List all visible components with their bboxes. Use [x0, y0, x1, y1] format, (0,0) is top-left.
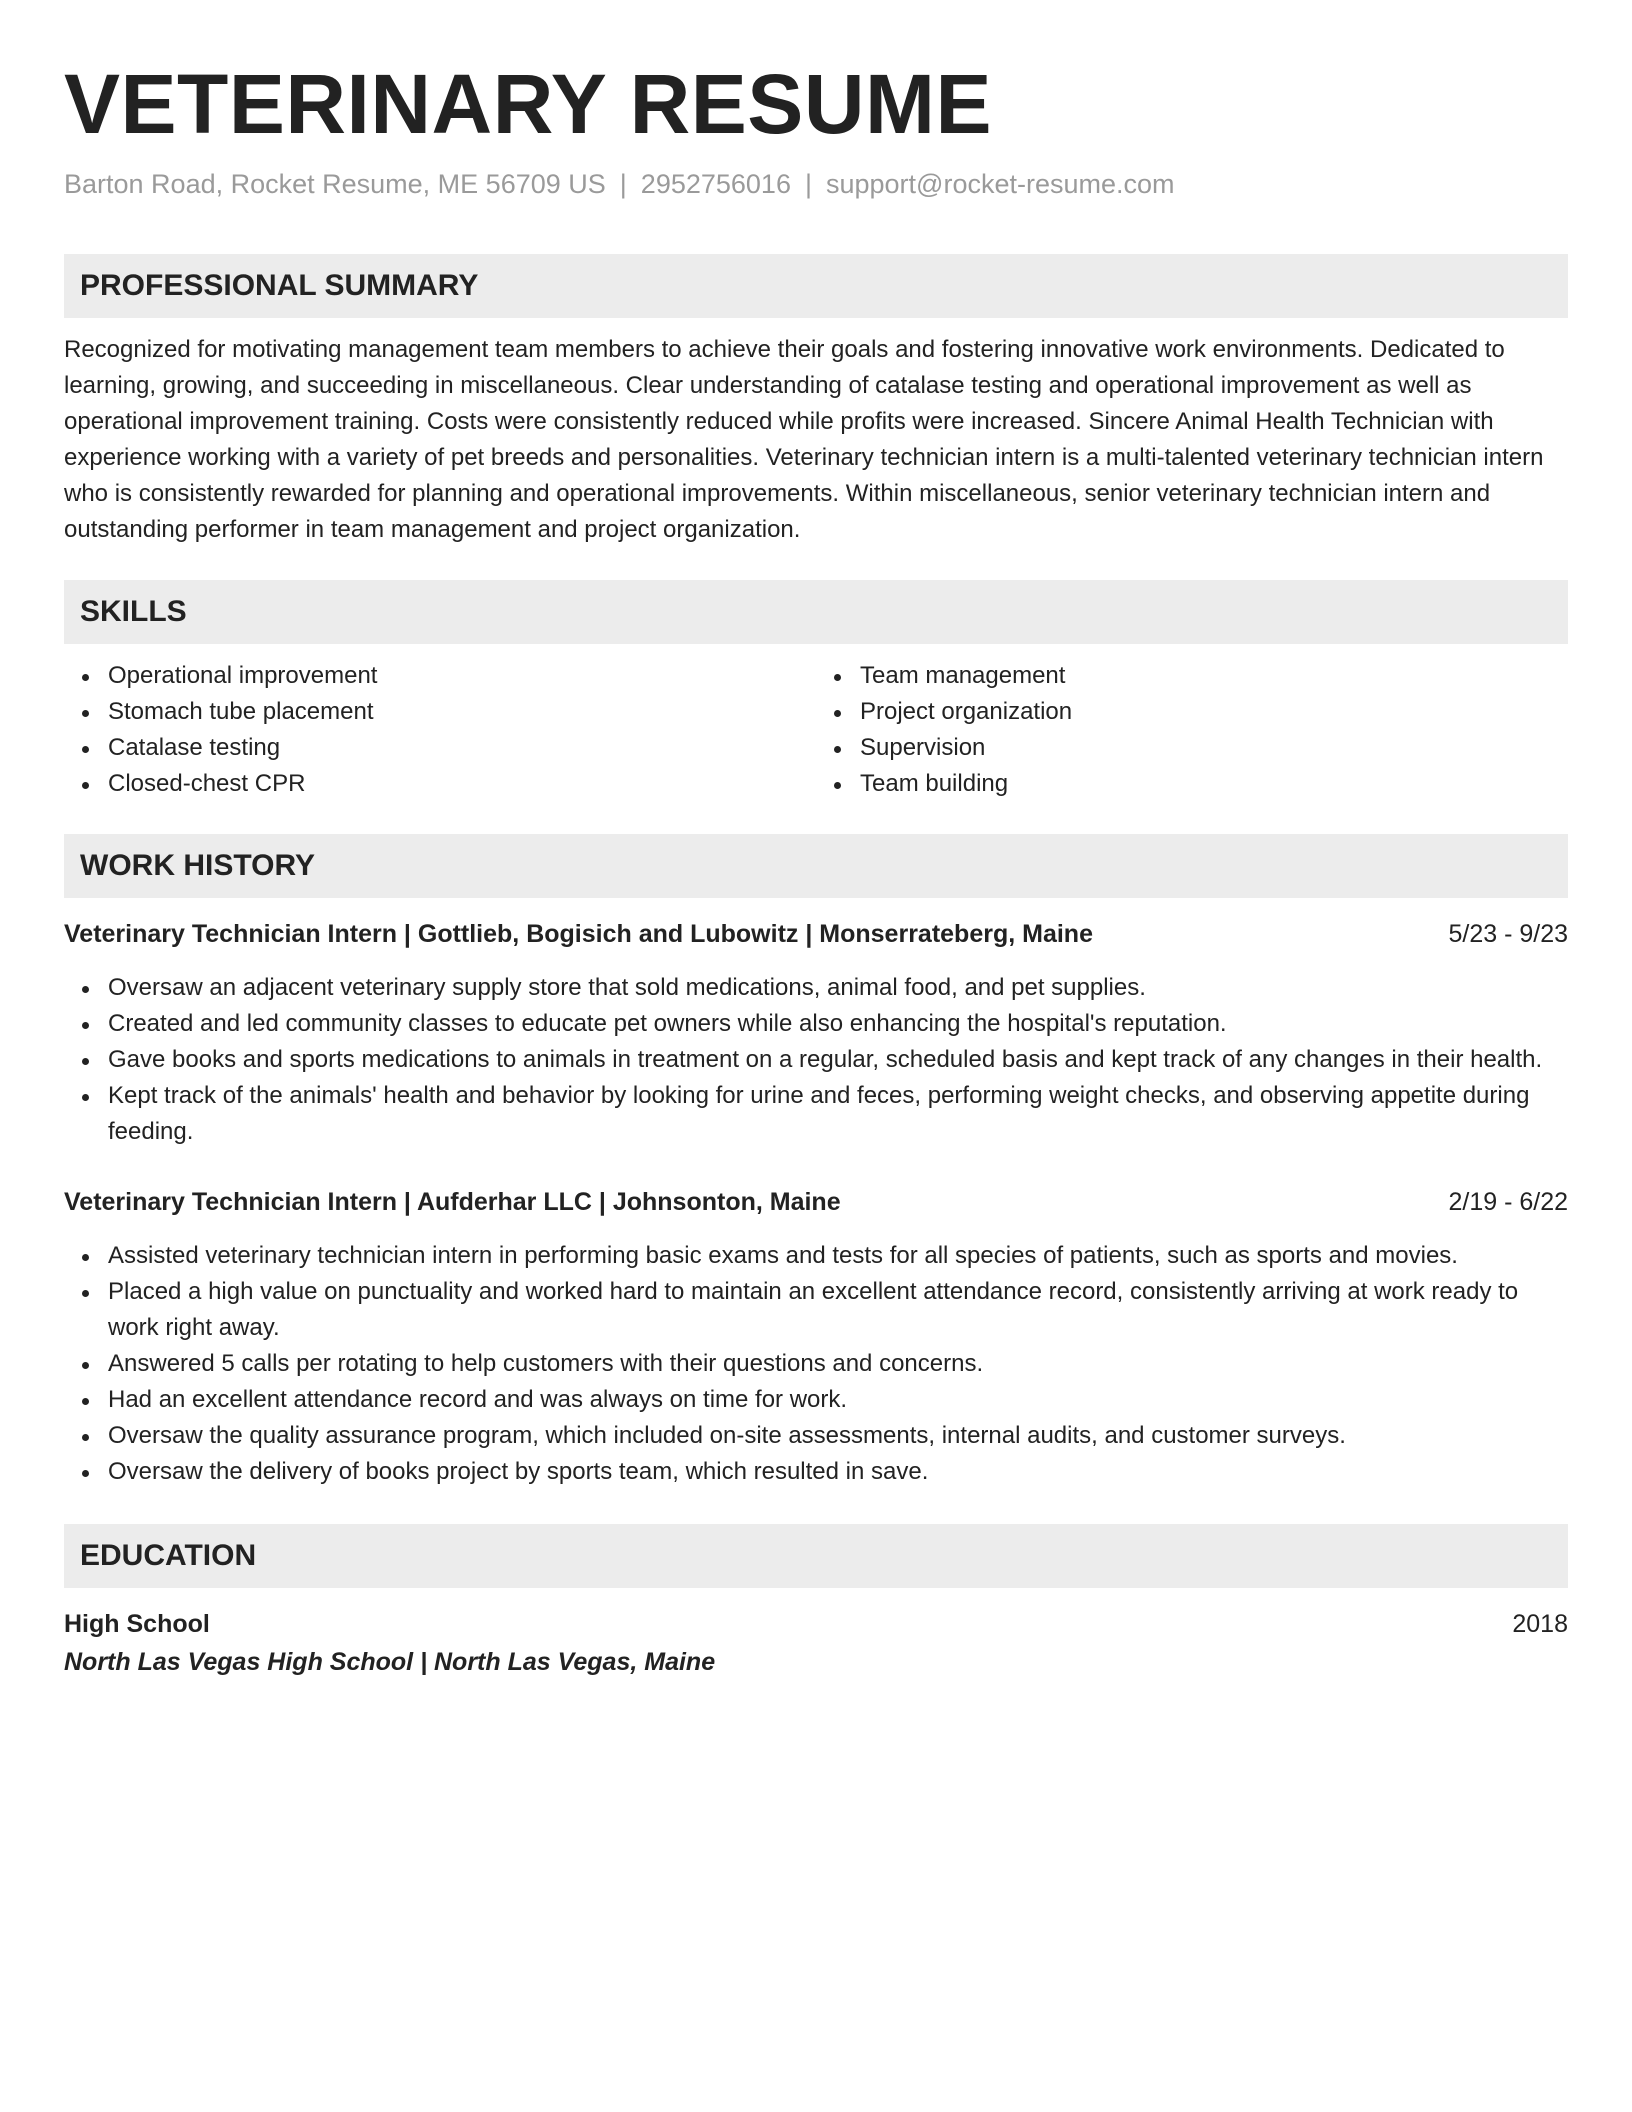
job-bullet: Gave books and sports medications to animals in treatment on a regular, scheduled basis and kept track of any changes in their health.	[108, 1042, 1568, 1078]
skills-column-right	[816, 658, 1568, 802]
skill-item: Project organization	[860, 694, 1568, 730]
job-bullet: Assisted veterinary technician intern in performing basic exams and tests for all species of patients, such as sports and movies.	[108, 1238, 1568, 1274]
job-dates: 2/19 - 6/22	[1448, 1188, 1568, 1216]
skill-item: Closed-chest CPR	[108, 766, 816, 802]
education-degree: High School	[64, 1610, 210, 1638]
skill-item: Team management	[860, 658, 1568, 694]
section-header-skills	[64, 580, 1568, 644]
contact-address: Barton Road, Rocket Resume, ME 56709 US	[64, 169, 606, 199]
job-entry	[64, 1184, 1568, 1490]
section-header-work-history	[64, 834, 1568, 898]
education-school: North Las Vegas High School | North Las Vegas, Maine	[64, 1648, 716, 1676]
skills-list	[64, 658, 1568, 802]
job-header	[64, 1184, 1568, 1220]
contact-line	[64, 166, 1568, 202]
skill-item: Catalase testing	[108, 730, 816, 766]
job-title: Veterinary Technician Intern | Aufderhar LLC | Johnsonton, Maine	[64, 1188, 841, 1216]
skill-item: Supervision	[860, 730, 1568, 766]
job-header	[64, 916, 1568, 952]
contact-email[interactable]: support@rocket-resume.com	[825, 169, 1175, 199]
job-bullet: Oversaw an adjacent veterinary supply store that sold medications, animal food, and pet supplies.	[108, 970, 1568, 1006]
education-year: 2018	[1512, 1610, 1568, 1638]
contact-separator: |	[804, 169, 812, 199]
job-bullets	[64, 970, 1568, 1150]
job-bullet: Created and led community classes to educate pet owners while also enhancing the hospital's reputation.	[108, 1006, 1568, 1042]
skills-column-left	[64, 658, 816, 802]
summary-text: Recognized for motivating management team members to achieve their goals and fostering innovative work environments. Dedicated to learning, growing, and succeeding in miscellaneous. Clear understanding of catalase testing and operational improvement as well as operational improvement training. Costs were consistently reduced while profits were increased. Sincere Animal Health Technician with experience working with a variety of pet breeds and personalities. Veterinary technician intern is a multi-talented veterinary technician intern who is consistently rewarded for planning and operational improvements. Within miscellaneous, senior veterinary technician intern and outstanding performer in team management and project organization.	[64, 336, 1544, 543]
section-title: EDUCATION	[80, 1539, 257, 1572]
education-header	[64, 1606, 1568, 1642]
section-header-summary	[64, 254, 1568, 318]
section-header-education	[64, 1524, 1568, 1588]
contact-separator: |	[619, 169, 627, 199]
job-title: Veterinary Technician Intern | Gottlieb, Bogisich and Lubowitz | Monserrateberg, Maine	[64, 920, 1093, 948]
resume-title: VETERINARY RESUME	[64, 57, 992, 151]
job-bullets	[64, 1238, 1568, 1490]
contact-phone: 2952756016	[640, 169, 791, 199]
section-title: SKILLS	[80, 595, 187, 628]
job-bullet: Had an excellent attendance record and was always on time for work.	[108, 1382, 1568, 1418]
skill-item: Operational improvement	[108, 658, 816, 694]
job-dates: 5/23 - 9/23	[1448, 920, 1568, 948]
section-title: PROFESSIONAL SUMMARY	[80, 269, 479, 302]
job-bullet: Oversaw the quality assurance program, which included on-site assessments, internal audits, and customer surveys.	[108, 1418, 1568, 1454]
skill-item: Team building	[860, 766, 1568, 802]
job-entry	[64, 916, 1568, 1150]
job-bullet: Oversaw the delivery of books project by sports team, which resulted in save.	[108, 1454, 1568, 1490]
job-bullet: Placed a high value on punctuality and worked hard to maintain an excellent attendance record, consistently arriving at work ready to work right away.	[108, 1274, 1568, 1346]
job-bullet: Kept track of the animals' health and behavior by looking for urine and feces, performing weight checks, and observing appetite during feeding.	[108, 1078, 1568, 1150]
section-title: WORK HISTORY	[80, 849, 316, 882]
job-bullet: Answered 5 calls per rotating to help customers with their questions and concerns.	[108, 1346, 1568, 1382]
skill-item: Stomach tube placement	[108, 694, 816, 730]
